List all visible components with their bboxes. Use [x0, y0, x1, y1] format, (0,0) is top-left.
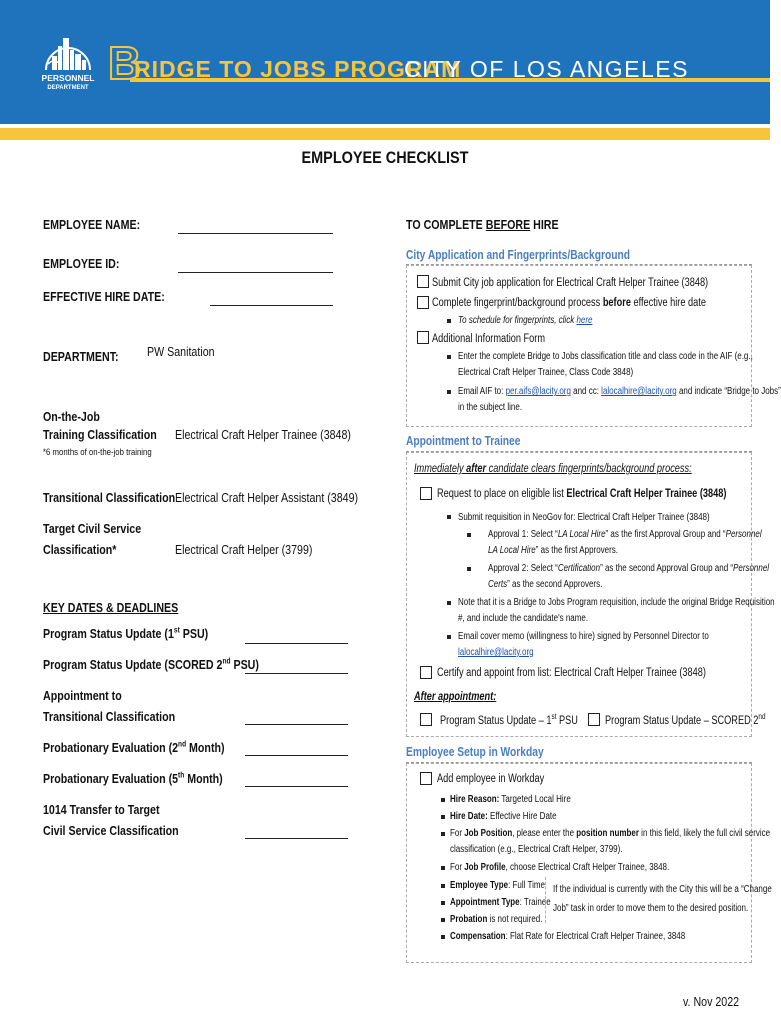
certify-appoint-text: Certify and appoint from list: Electrical Craft Helper Trainee (3848)	[437, 667, 706, 679]
psu1-label: Program Status Update (1st PSU)	[43, 625, 209, 641]
bullet-icon	[441, 832, 445, 836]
aif-email-line1: Email AIF to: per.aifs@lacity.org and cc: lalocalhire@lacity.org and indicate “Bridge to Jobs”	[458, 386, 781, 397]
page-title: EMPLOYEE CHECKLIST	[301, 148, 469, 167]
version-label: v. Nov 2022	[683, 994, 740, 1009]
fingerprint-checkbox[interactable]	[417, 296, 429, 309]
psu1-date-field[interactable]	[245, 643, 348, 644]
appointment-label-line1: Appointment to	[43, 688, 122, 703]
change-job-note-line2: Job” task in order to move them to the desired position.	[553, 903, 749, 914]
right-heading: TO COMPLETE BEFORE HIRE	[406, 217, 559, 232]
bullet-icon	[441, 866, 445, 870]
ojt-value: Electrical Craft Helper Trainee (3848)	[175, 427, 351, 442]
hire-date-field[interactable]	[210, 305, 333, 306]
fingerprint-schedule-link[interactable]: here	[576, 315, 593, 326]
dept-logo-line1: PERSONNEL	[41, 73, 95, 83]
bullet-icon	[447, 319, 451, 323]
hire-reason-text: Hire Reason: Targeted Local Hire	[450, 794, 571, 805]
probation-text: Probation is not required.	[450, 914, 543, 925]
neogov-requisition-text: Submit requisition in NeoGov for: Electrical Craft Helper Trainee (3848)	[458, 512, 710, 523]
psu-scored-text: Program Status Update – SCORED 2nd	[605, 712, 766, 727]
key-dates-heading: KEY DATES & DEADLINES	[43, 600, 179, 615]
approval1-line2: LA Local Hire” as the first Approvers.	[488, 545, 618, 556]
bullet-icon	[441, 798, 445, 802]
requisition-note-line1: Note that it is a Bridge to Jobs Program requisition, include the original Bridge Requisition	[458, 597, 775, 608]
transfer-label-line2: Civil Service Classification	[43, 823, 179, 838]
section-city-application-heading: City Application and Fingerprints/Background	[406, 248, 631, 262]
prob5-date-field[interactable]	[245, 786, 348, 787]
dept-logo-line2: DEPARTMENT	[47, 85, 89, 91]
employee-id-label: EMPLOYEE ID:	[43, 256, 120, 271]
psu-first-text: Program Status Update – 1st PSU	[440, 712, 578, 727]
target-value: Electrical Craft Helper (3799)	[175, 542, 313, 557]
bullet-icon	[467, 533, 471, 537]
approval2-line2: Certs” as the second Approvers.	[488, 579, 603, 590]
job-position-line1: For Job Position, please enter the position number in this field, likely the full civil service	[450, 828, 771, 839]
bullet-icon	[447, 635, 451, 639]
per-aifs-email-link[interactable]: per.aifs@lacity.org	[505, 386, 571, 397]
brand-letter: B	[108, 37, 142, 89]
employee-name-label: EMPLOYEE NAME:	[43, 217, 141, 232]
cover-memo-email-link[interactable]: lalocalhire@lacity.org	[458, 647, 534, 658]
change-job-note-line1: If the individual is currently with the City this will be a “Change	[553, 884, 772, 895]
department-value: PW Sanitation	[147, 344, 215, 359]
eligible-list-checkbox[interactable]	[420, 487, 432, 500]
appointment-subheading: Immediately after candidate clears fingerprints/background process:	[414, 463, 692, 475]
target-label-line1: Target Civil Service	[43, 521, 142, 536]
target-label-line2: Classification*	[43, 542, 117, 557]
fingerprint-schedule-text: To schedule for fingerprints, click here	[458, 315, 593, 326]
add-employee-workday-checkbox[interactable]	[420, 772, 432, 785]
prob5-label: Probationary Evaluation (5th Month)	[43, 770, 223, 786]
lalocalhire-email-link[interactable]: lalocalhire@lacity.org	[601, 386, 677, 397]
job-profile-text: For Job Profile, choose Electrical Craft Helper Trainee, 3848.	[450, 862, 670, 873]
job-position-line2: classification (e.g., Electrical Craft Helper, 3799).	[450, 844, 623, 855]
ojt-label-line1: On-the-Job	[43, 409, 100, 424]
section-appointment-heading: Appointment to Trainee	[406, 434, 521, 448]
department-label: DEPARTMENT:	[43, 349, 119, 364]
bullet-icon	[441, 884, 445, 888]
change-job-note-box	[545, 877, 546, 923]
bullet-icon	[467, 567, 471, 571]
psu2-date-field[interactable]	[245, 673, 348, 674]
prob2-label: Probationary Evaluation (2nd Month)	[43, 739, 225, 755]
appointment-label-line2: Transitional Classification	[43, 709, 176, 724]
bullet-icon	[447, 515, 451, 519]
bullet-icon	[447, 390, 451, 394]
employee-name-field[interactable]	[178, 233, 333, 234]
cover-memo-line1: Email cover memo (willingness to hire) signed by Personnel Director to	[458, 631, 709, 642]
submit-application-checkbox[interactable]	[417, 275, 429, 288]
hire-date-text: Hire Date: Effective Hire Date	[450, 811, 557, 822]
ojt-label-line2: Training Classification	[43, 427, 157, 442]
employee-id-field[interactable]	[178, 272, 333, 273]
bullet-icon	[441, 901, 445, 905]
additional-info-checkbox[interactable]	[417, 331, 429, 344]
requisition-note-line2: #, and include the candidate's name.	[458, 613, 589, 624]
additional-info-text: Additional Information Form	[432, 333, 546, 345]
brand-city-name: CITY OF LOS ANGELES	[404, 56, 689, 82]
approval2-line1: Approval 2: Select “Certification” as the second Approval Group and “Personnel	[488, 563, 770, 574]
after-appointment-heading: After appointment:	[414, 691, 497, 703]
employee-type-text: Employee Type: Full Time	[450, 880, 545, 891]
bullet-icon	[441, 918, 445, 922]
approval1-line1: Approval 1: Select “LA Local Hire” as the first Approval Group and “Personnel	[488, 529, 762, 540]
appointment-date-field[interactable]	[245, 724, 348, 725]
fingerprint-text: Complete fingerprint/background process before effective hire date	[432, 297, 706, 309]
bullet-icon	[447, 601, 451, 605]
aif-instruction-line1: Enter the complete Bridge to Jobs classification title and class code in the AIF (e.g.,	[458, 351, 753, 362]
transfer-date-field[interactable]	[245, 838, 348, 839]
appointment-type-text: Appointment Type: Trainee	[450, 897, 551, 908]
bullet-icon	[447, 355, 451, 359]
aif-instruction-line2: Electrical Craft Helper Trainee, Class Code 3848)	[458, 367, 634, 378]
header-gold-stripe	[0, 128, 770, 140]
add-employee-workday-text: Add employee in Workday	[437, 773, 545, 785]
transitional-label: Transitional Classification	[43, 490, 176, 505]
eligible-list-text: Request to place on eligible list Electrical Craft Helper Trainee (3848)	[437, 488, 727, 500]
section-workday-heading: Employee Setup in Workday	[406, 745, 544, 759]
transitional-value: Electrical Craft Helper Assistant (3849)	[175, 490, 359, 505]
hire-date-label: EFFECTIVE HIRE DATE:	[43, 289, 165, 304]
submit-application-text: Submit City job application for Electrical Craft Helper Trainee (3848)	[432, 277, 709, 289]
certify-appoint-checkbox[interactable]	[420, 666, 432, 679]
psu-first-checkbox[interactable]	[420, 713, 432, 726]
aif-email-line2: in the subject line.	[458, 402, 523, 413]
ojt-note: *6 months of on-the-job training	[43, 447, 152, 458]
bullet-icon	[441, 815, 445, 819]
compensation-text: Compensation: Flat Rate for Electrical Craft Helper Trainee, 3848	[450, 931, 686, 942]
psu2-label: Program Status Update (SCORED 2nd PSU)	[43, 656, 259, 672]
transfer-label-line1: 1014 Transfer to Target	[43, 802, 160, 817]
psu-scored-checkbox[interactable]	[588, 713, 600, 726]
prob2-date-field[interactable]	[245, 755, 348, 756]
brand-program-name: RIDGE TO JOBS PROGRAM	[134, 56, 462, 82]
bullet-icon	[441, 935, 445, 939]
